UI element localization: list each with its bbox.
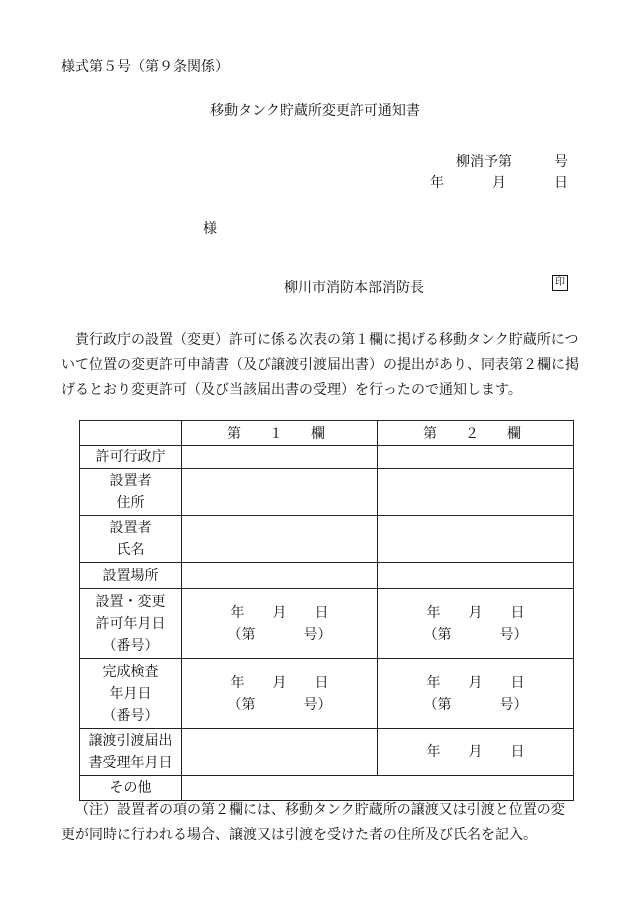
number-close: 号） — [499, 626, 528, 643]
date-ymd — [378, 602, 573, 624]
year-label: 年 — [230, 674, 245, 691]
reference-number — [456, 151, 568, 171]
date-cell — [182, 659, 378, 729]
date-ymd — [182, 672, 377, 694]
label-line: 書受理年月日 — [88, 755, 173, 771]
day-label: 日 — [314, 674, 329, 691]
table-header-row — [80, 421, 574, 446]
number-close: 号） — [303, 626, 332, 643]
cell-empty — [182, 446, 378, 469]
body-paragraph: 貴行政庁の設置（変更）許可に係る次表の第１欄に掲げる移動タンク貯蔵所について位置の変更許可申請書（及び譲渡引渡届出書）の提出があり、同表第２欄に掲げるとおり変更許可（及び当該届出書の受理）を行ったので通知します。 — [61, 332, 579, 398]
issue-year: 年 — [430, 175, 444, 191]
date-cell — [378, 589, 574, 659]
issue-date — [430, 172, 568, 192]
cell-empty — [378, 563, 574, 589]
number-open: （第 — [423, 626, 452, 643]
date-ymd — [182, 602, 377, 624]
number-open: （第 — [423, 696, 452, 713]
row-label-installer-name — [80, 516, 182, 563]
date-cell — [182, 589, 378, 659]
day-label: 日 — [510, 744, 525, 760]
cell-empty — [378, 469, 574, 516]
reference-prefix: 柳消予第 — [456, 154, 512, 170]
label-line: 設置者 — [109, 520, 152, 536]
date-cell — [378, 729, 574, 776]
label-line: 住所 — [116, 495, 145, 511]
month-label: 月 — [272, 674, 287, 691]
notification-table — [79, 420, 574, 801]
form-number: 様式第５号（第９条関係） — [61, 59, 229, 75]
label-line: （番号） — [102, 707, 159, 724]
reference-suffix: 号 — [554, 154, 568, 170]
row-label-permit-agency: 許可行政庁 — [80, 446, 182, 469]
document-title: 移動タンク貯蔵所変更許可通知書 — [210, 103, 420, 119]
year-label: 年 — [426, 674, 441, 691]
table-row — [80, 563, 574, 589]
cell-empty — [378, 446, 574, 469]
number-field — [182, 624, 377, 646]
number-field — [182, 694, 377, 716]
label-line: 完成検査 — [102, 663, 159, 680]
number-field — [378, 624, 573, 646]
row-label-inspection-date — [80, 659, 182, 729]
row-label-permit-date — [80, 589, 182, 659]
row-label-installer-address — [80, 469, 182, 516]
cell-empty — [182, 729, 378, 776]
addressee-honorific: 様 — [203, 221, 217, 237]
label-line: 許可年月日 — [95, 615, 166, 632]
month-label: 月 — [468, 674, 483, 691]
cell-empty — [182, 469, 378, 516]
month-label: 月 — [272, 604, 287, 621]
footnote: （注）設置者の項の第２欄には、移動タンク貯蔵所の譲渡又は引渡と位置の変更が同時に行われる場合、譲渡又は引渡を受けた者の住所及び氏名を記入。 — [61, 802, 565, 843]
month-label: 月 — [468, 604, 483, 621]
row-label-transfer-date — [80, 729, 182, 776]
table-row — [80, 729, 574, 776]
day-label: 日 — [510, 604, 525, 621]
label-line: （番号） — [102, 637, 159, 654]
header-blank-cell — [80, 421, 182, 446]
cell-empty — [182, 516, 378, 563]
issue-month: 月 — [492, 175, 506, 191]
label-line: 年月日 — [109, 685, 152, 702]
number-open: （第 — [227, 626, 256, 643]
issuer-name: 柳川市消防本部消防長 — [284, 280, 424, 296]
column-2-header: 第 ２ 欄 — [378, 421, 574, 446]
number-open: （第 — [227, 696, 256, 713]
label-line: 譲渡引渡届出 — [88, 733, 173, 749]
row-label-other: その他 — [80, 776, 182, 801]
cell-empty — [182, 563, 378, 589]
label-line: 設置・変更 — [95, 593, 166, 610]
year-label: 年 — [426, 744, 441, 760]
date-ymd — [378, 741, 573, 763]
number-field — [378, 694, 573, 716]
table-row — [80, 589, 574, 659]
number-close: 号） — [499, 696, 528, 713]
day-label: 日 — [314, 604, 329, 621]
cell-empty — [378, 516, 574, 563]
year-label: 年 — [426, 604, 441, 621]
date-cell — [378, 659, 574, 729]
number-close: 号） — [303, 696, 332, 713]
column-1-header: 第 １ 欄 — [182, 421, 378, 446]
table-row — [80, 469, 574, 516]
label-line: 氏名 — [116, 542, 145, 558]
table-row — [80, 516, 574, 563]
day-label: 日 — [510, 674, 525, 691]
label-line: 設置者 — [109, 473, 152, 489]
table-row — [80, 776, 574, 801]
year-label: 年 — [230, 604, 245, 621]
row-label-location: 設置場所 — [80, 563, 182, 589]
issue-day: 日 — [554, 175, 568, 191]
table-row — [80, 446, 574, 469]
seal-box: 印 — [552, 275, 568, 291]
cell-empty — [182, 776, 574, 801]
month-label: 月 — [468, 744, 483, 760]
table-row — [80, 659, 574, 729]
date-ymd — [378, 672, 573, 694]
